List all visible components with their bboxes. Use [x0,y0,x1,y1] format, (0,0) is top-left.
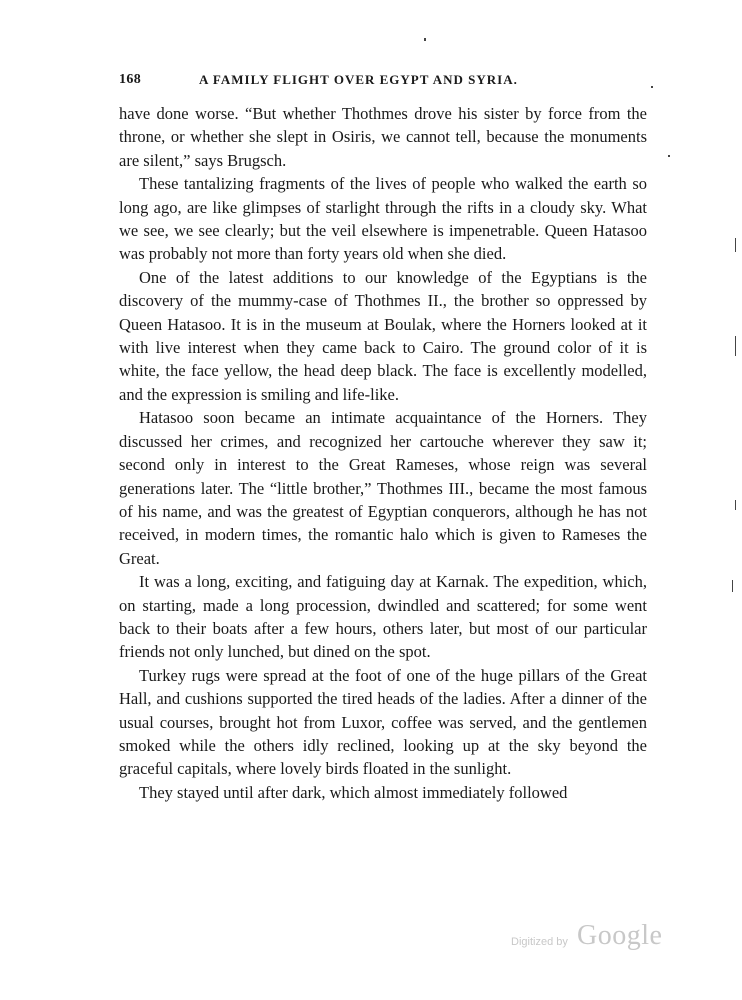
watermark-brand: Google [577,920,663,951]
paragraph-6: Turkey rugs were spread at the foot of one of the huge pillars of the Great Hall, and cushions supported the tired heads of the ladies. After a dinner of the usual courses, brought hot from Luxor, coffee was served, and the gentlemen smoked while the others idly reclined, looking up at the sky beyond the graceful capitals, where lovely birds floated in the sunlight. [119,665,647,779]
paragraph-7: They stayed until after dark, which almost immediately followed [139,782,568,802]
scan-speck [735,336,736,356]
page-number: 168 [119,72,142,87]
scan-speck [668,155,670,157]
scan-speck [424,38,426,41]
paragraph-2: These tantalizing fragments of the lives of people who walked the earth so long ago, are like glimpses of starlight through the rifts in a cloudy sky. What we see, we see clearly; but the veil elsewhere is impenetrable. Queen Hatasoo was probably not more than forty years old when she died. [119,174,647,264]
paragraph-3: One of the latest additions to our knowledge of the Egyptians is the discovery of the mummy-case of Thothmes II., the brother so oppressed by Queen Hatasoo. It is in the museum at Boulak, where the Horners looked at it with live interest when they came back to Cairo. The ground color of it is white, the face yellow, the head deep black. The face is excellently modelled, and the expression is smiling and life-like. [119,267,647,404]
scan-speck [732,580,733,592]
scan-speck [735,238,736,252]
watermark-prefix: Digitized by [511,936,568,948]
scan-speck [735,500,736,510]
scan-speck [651,86,653,88]
page-header [119,72,647,96]
paragraph-4: Hatasoo soon became an intimate acquaintance of the Horners. They discussed her crimes, and recognized her cartouche wherever they saw it; second only in interest to the Great Rameses, whose reign was several generations later. The “little brother,” Thothmes III., became the most famous of his name, and was the greatest of Egyptian conquerors, although he has not received, in modern times, the romantic halo which is given to Rameses the Great. [119,408,647,568]
digitized-watermark [511,920,681,954]
body-text [119,102,647,804]
paragraph-1: have done worse. “But whether Thothmes drove his sister by force from the throne, or whether she slept in Osiris, we cannot tell, because the monuments are silent,” says Brugsch. [119,104,647,170]
paragraph-5: It was a long, exciting, and fatiguing day at Karnak. The expedition, which, on starting, made a long procession, dwindled and scattered; for some went back to their boats after a few hours, others later, but most of our particular friends not only lunched, but dined on the spot. [119,572,647,662]
running-title: A FAMILY FLIGHT OVER EGYPT AND SYRIA. [199,72,518,87]
